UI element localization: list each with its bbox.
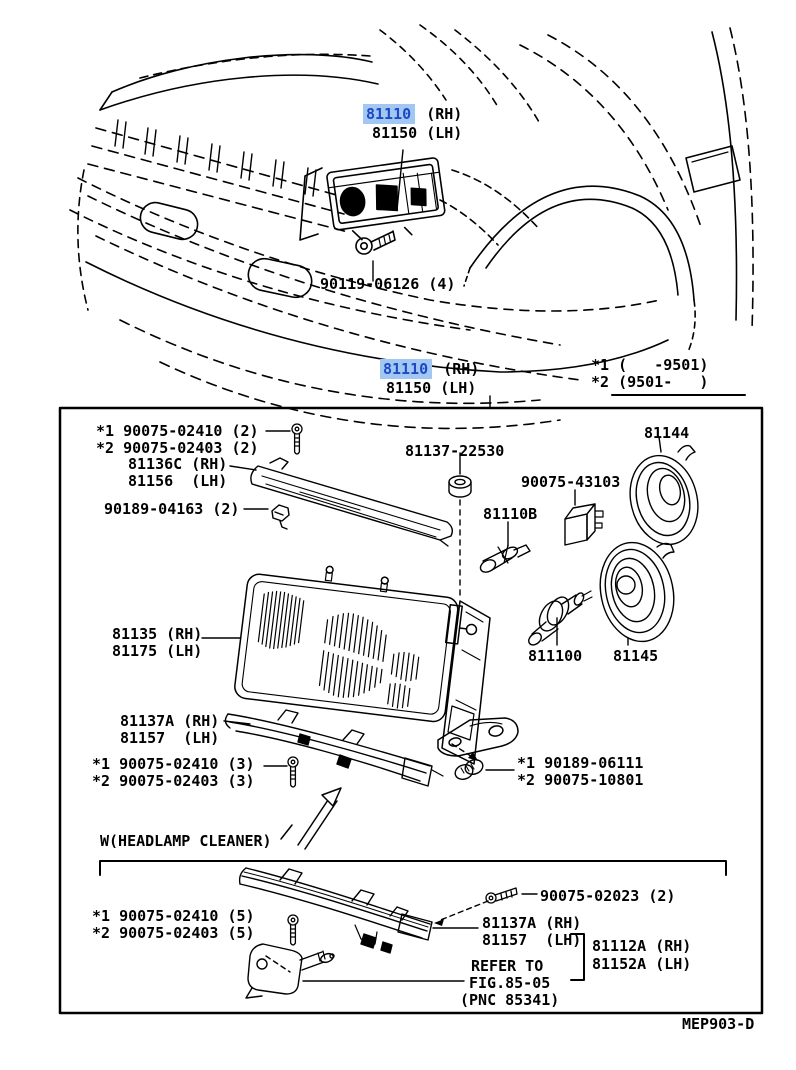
washer-actuator-drawing [246,944,334,998]
label-retainer: 81144 [644,424,690,442]
label-molding-cleaner-2: 81157 (LH) [482,931,582,949]
screw-icon-mid [288,757,298,787]
headlamp-assembly-drawing [233,557,518,764]
label-washer-ref-3: (PNC 85341) [460,991,560,1009]
label-headlamp-2: 81175 (LH) [112,642,203,660]
label-screws-bottom-2: *2 90075-02403 (5) [92,924,255,942]
nut-icon [449,476,471,597]
assembly-part-number-link[interactable]: 81110 [380,359,432,379]
label-clips-right-1: *1 90189-06111 [517,754,644,772]
label-washer-ref-1: REFER TO [471,957,544,975]
label-cover: 81145 [613,647,659,665]
screw-icon-tilted [486,888,517,903]
label-bulb-main: 811100 [528,647,583,665]
screw-icon-bottom [288,915,298,945]
main-bulb-icon [526,591,592,647]
label-clips-right-2: *2 90075-10801 [517,771,644,789]
screw-icon-top [292,424,302,454]
label-molding-cleaner-1: 81137A (RH) [482,914,582,932]
assembly-alt-part-callout: 81150 (LH) [386,379,477,397]
label-clip-upper: 90189-04163 (2) [104,500,240,518]
production-legend-line2: *2 (9501- ) [591,373,709,391]
label-cleaner-header: W(HEADLAMP CLEANER) [100,832,272,850]
cleaner-section-bracket [100,861,726,875]
label-molding-lower-1: 81137A (RH) [120,712,220,730]
socket-icon [565,504,603,545]
label-molding-upper-1: 81136C (RH) [128,455,228,473]
bumper-slot [137,199,314,300]
cover-drawing [591,536,682,649]
lower-molding-drawing [225,710,443,786]
vehicle-part-number-link[interactable]: 81110 [363,104,415,124]
label-bracket-cleaner-1: 81112A (RH) [592,937,692,955]
vehicle-part-side: (RH) [426,105,463,123]
upper-molding-drawing [251,458,452,546]
label-washer-ref-2: FIG.85-05 [469,974,551,992]
retaining-clip-icon [453,757,485,781]
small-bulb-icon [478,545,530,575]
label-headlamp-1: 81135 (RH) [112,625,203,643]
label-screws-mid-2: *2 90075-02403 (3) [92,772,255,790]
label-socket: 90075-43103 [521,473,621,491]
label-screws-mid-1: *1 90075-02410 (3) [92,755,255,773]
production-legend-line1: *1 ( -9501) [591,356,709,374]
label-screws-top-1: *1 90075-02410 (2) [96,422,259,440]
assembly-part-callout: 81110 (RH) [380,361,479,378]
label-molding-lower-2: 81157 (LH) [120,729,220,747]
label-bracket-cleaner-2: 81152A (LH) [592,955,692,973]
vehicle-headlamp-drawing [326,157,447,245]
label-screw-single: 90075-02023 (2) [540,887,676,905]
label-molding-upper-2: 81156 (LH) [128,472,228,490]
diagram-code: MEP903-D [682,1015,755,1033]
label-bulb-small: 81110B [483,505,538,523]
vehicle-part-callout [363,106,462,123]
label-screws-top-2: *2 90075-02403 (2) [96,439,259,457]
retainer-ring-drawing [621,446,707,552]
label-vehicle-bolt: 90119-06126 (4) [320,275,456,293]
label-screws-bottom-1: *1 90075-02410 (5) [92,907,255,925]
upper-clip-icon [272,505,289,529]
vehicle-alt-part-callout: 81150 (LH) [372,124,463,142]
vehicle-bolt-icon [356,231,395,254]
cleaner-molding-drawing [240,868,432,953]
label-nut: 81137-22530 [405,442,505,460]
cleaner-pointer-arrow [281,788,341,849]
